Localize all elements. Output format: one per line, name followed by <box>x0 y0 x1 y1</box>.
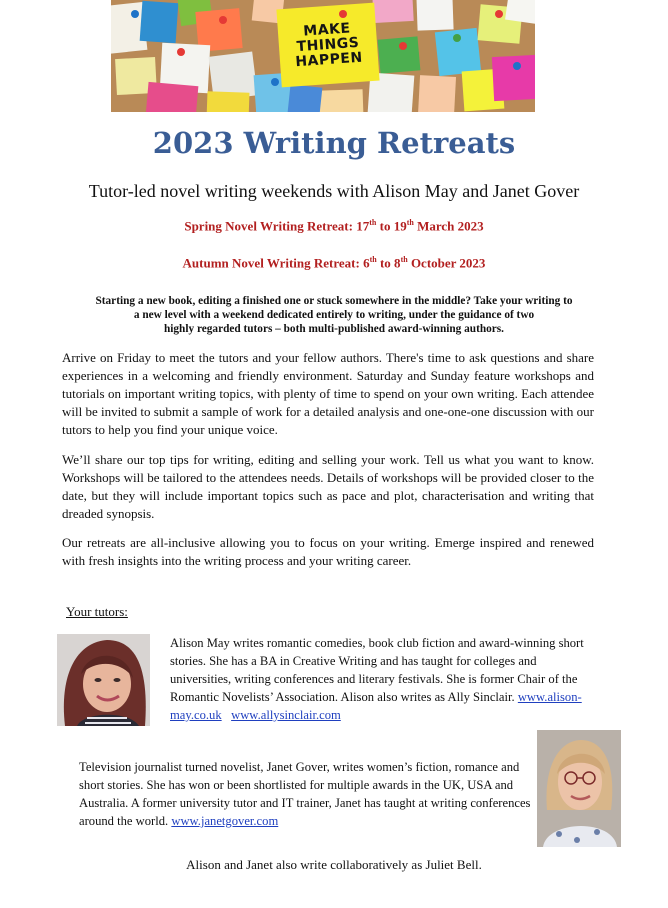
autumn-retreat-dates: Autumn Novel Writing Retreat: 6th to 8th October 2023 <box>182 255 486 271</box>
alison-may-website-link[interactable]: www.alison-may.co.uk <box>170 690 582 722</box>
sticky-note <box>317 89 364 112</box>
pushpin-icon <box>177 48 185 56</box>
page-title: 2023 Writing Retreats <box>152 126 516 160</box>
sticky-note <box>416 0 453 31</box>
body-paragraph: Arrive on Friday to meet the tutors and your fellow authors. There's time to ask questions and share experiences in a welcoming and friendly environment. Saturday and Sunday feature workshops and tutorials on important writing topics, with plenty of time to spend on your own writing. Each attendee will be invited to submit a sample of work for a detailed analysis and one-one-one discussion with our tutors to help you find your unique voice. <box>62 350 594 437</box>
sticky-note <box>140 1 179 43</box>
janet-gover-bio: Television journalist turned novelist, Janet Gover, writes women’s fiction, romance and short stories. She has won or been shortlisted for multiple awards in the UK, USA and Australia. A former university tutor and IT trainer, Janet has taught at writing conferences around the world. www.janetgover.com <box>79 760 531 828</box>
pushpin-icon <box>513 62 521 70</box>
alison-may-bio: Alison May writes romantic comedies, book club fiction and award-winning short stories. She has a BA in Creative Writing and has taught for colleges and universities, writing conferences and literary festivals. She is former Chair of the Romantic Novelists’ Association. Alison also writes as Ally Sinclair. www.alison-may.co.uk www.allysinclair.com <box>170 636 584 722</box>
spring-retreat-dates: Spring Novel Writing Retreat: 17th to 19th March 2023 <box>184 218 484 234</box>
sticky-note <box>146 82 199 112</box>
pushpin-icon <box>495 10 503 18</box>
body-paragraph: We’ll share our top tips for writing, editing and selling your work. Tell us what you want to know. Workshops will be tailored to the attendees needs. Details of workshops will be provided closer to the date, but they will include important topics such as pace and plot, characterisation and writing that dreaded synopsis. <box>62 452 594 521</box>
janet-gover-website-link[interactable]: www.janetgover.com <box>171 814 279 828</box>
sticky-note <box>207 91 250 112</box>
pushpin-icon <box>399 42 407 50</box>
pushpin-icon <box>131 10 139 18</box>
pushpin-icon <box>271 78 279 86</box>
sticky-note <box>372 0 413 23</box>
pushpin-icon <box>339 10 347 18</box>
page-subtitle: Tutor-led novel writing weekends with Alison May and Janet Gover <box>88 181 580 201</box>
janet-gover-photo <box>537 730 621 847</box>
ally-sinclair-website-link[interactable]: www.allysinclair.com <box>231 708 341 722</box>
header-banner-image <box>111 0 535 112</box>
make-things-happen-note: MAKE THINGS HAPPEN <box>276 3 379 88</box>
pushpin-icon <box>219 16 227 24</box>
alison-may-photo <box>57 634 150 726</box>
pushpin-icon <box>453 34 461 42</box>
intro-text: Starting a new book, editing a finished one or stuck somewhere in the middle? Take your writing to a new level with a weekend dedicated entirely to writing, under the guidance of two highly regarded tutors – both multi-published award-winning authors. <box>95 295 573 335</box>
sticky-note <box>418 75 456 112</box>
sticky-note <box>288 84 323 112</box>
sticky-note <box>378 36 421 73</box>
closing-note: Alison and Janet also write collaboratively as Juliet Bell. <box>186 857 482 872</box>
sticky-note <box>492 55 535 101</box>
body-paragraph: Our retreats are all-inclusive allowing you to focus on your writing. Emerge inspired and renewed with fresh insights into the writing process and your writing career. <box>62 535 594 568</box>
tutors-heading: Your tutors: <box>66 604 128 619</box>
